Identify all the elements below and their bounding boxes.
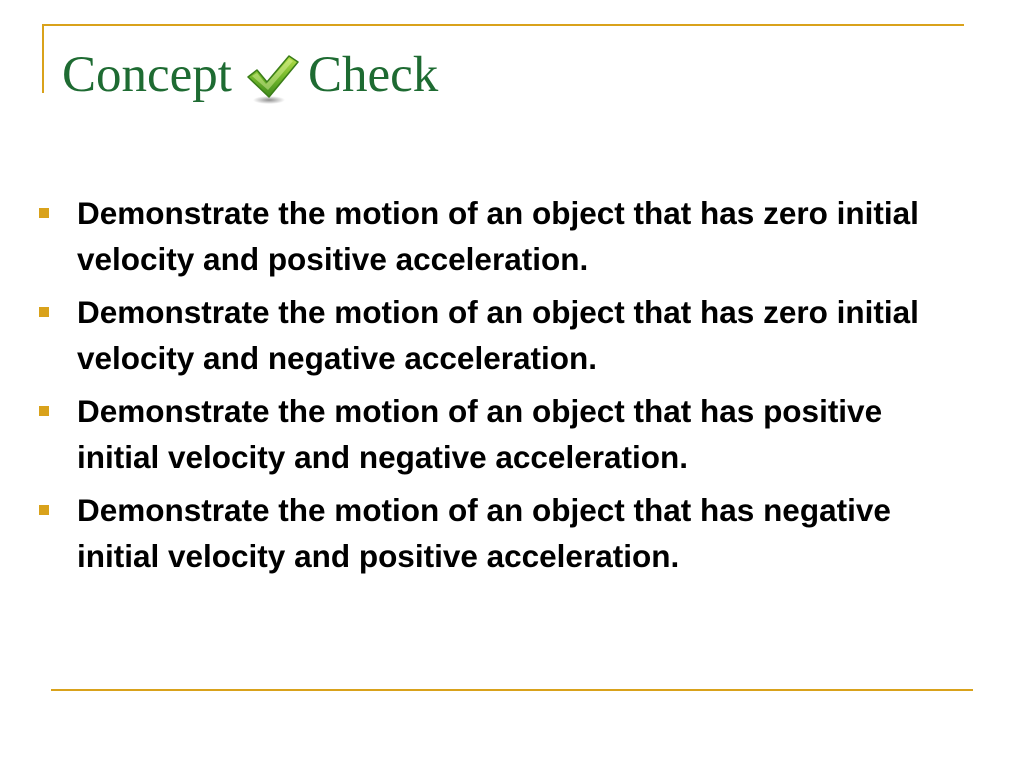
frame-top-line xyxy=(42,24,964,26)
slide-title xyxy=(62,42,438,108)
title-word-concept: Concept xyxy=(62,46,232,103)
bullet-item xyxy=(38,190,958,282)
bullet-text: Demonstrate the motion of an object that has negative initial velocity and positive acceleration. xyxy=(77,492,891,574)
checkmark-icon xyxy=(242,47,302,107)
bullet-item xyxy=(38,388,958,480)
bullet-item xyxy=(38,487,958,579)
frame-vertical-line xyxy=(42,25,44,93)
frame-bottom-line xyxy=(51,689,973,691)
bullet-list xyxy=(38,190,958,586)
bullet-text: Demonstrate the motion of an object that has zero initial velocity and positive acceleration. xyxy=(77,195,919,277)
title-word-check: Check xyxy=(307,46,439,103)
bullet-square-icon xyxy=(39,505,49,515)
bullet-item xyxy=(38,289,958,381)
bullet-square-icon xyxy=(39,307,49,317)
bullet-text: Demonstrate the motion of an object that has positive initial velocity and negative acceleration. xyxy=(77,393,883,475)
bullet-square-icon xyxy=(39,406,49,416)
bullet-text: Demonstrate the motion of an object that has zero initial velocity and negative acceleration. xyxy=(77,294,919,376)
bullet-square-icon xyxy=(39,208,49,218)
